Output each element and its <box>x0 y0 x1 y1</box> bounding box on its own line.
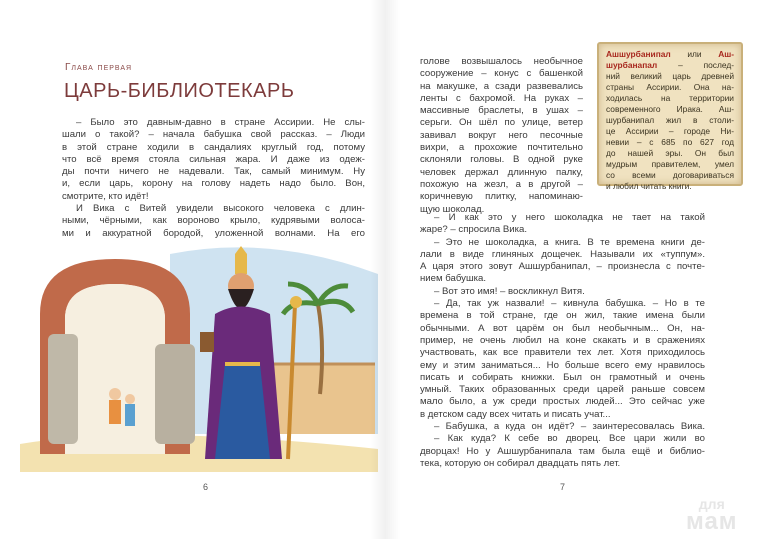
right-wide-text <box>420 212 705 470</box>
text-line: массивные браслеты, в ушах – <box>420 105 583 117</box>
chapter-title: ЦАРЬ-БИБЛИОТЕКАРЬ <box>64 80 295 102</box>
sidebar-line: современного Ирака. Аш- <box>606 104 734 114</box>
sidebar-text: или <box>687 49 702 59</box>
info-sidebar <box>597 42 743 191</box>
text-line: что всё время стояла сильная жара. И даже из одеж- <box>62 153 365 165</box>
text-line: – И как это у него шоколадка не тает на такой <box>434 212 705 223</box>
sidebar-line: со всеми договариваться <box>606 170 734 180</box>
watermark-text: для <box>698 496 725 512</box>
book-gutter <box>370 0 400 539</box>
text-line: мало было, а уж среди простых людей... Это сейчас уже <box>420 396 705 408</box>
text-line: лали в виде глиняных дощечек. Называли их «туппум». <box>420 248 705 260</box>
highlight-name: Ашшурбанипал <box>606 49 671 59</box>
watermark-text: мам <box>686 508 738 535</box>
text-line: ленты с бахромой. На руках – <box>420 92 583 104</box>
sidebar-line: мудрым правителем, умел <box>606 159 734 169</box>
highlight-name: Аш- <box>718 49 734 59</box>
text-line: пример, не очень любил на коне скакать и в сражениях <box>420 334 705 346</box>
sidebar-line: це Ассирии – городе Ни- <box>606 126 734 136</box>
text-line: человек держал длинную палку, <box>420 166 583 178</box>
text-line: и, если царь, корону на голову надеть надо было. Вон, <box>62 178 365 190</box>
text-line: ему и этим заниматься... Но больше всего ему нравилось <box>420 359 705 371</box>
text-line: голове возвышалось необычное <box>420 56 583 67</box>
text-line: – Было это давным-давно в стране Ассирии. Не слы- <box>76 117 365 128</box>
sidebar-line: ний великий царь древней <box>606 71 734 81</box>
sidebar-line: ходилась на территории <box>606 93 734 103</box>
text-line: ными, чёрными, как вороново крыло, кудрявыми волоса- <box>62 215 365 227</box>
text-line: сооружение – конус с башенкой <box>420 68 583 80</box>
text-line: в детском саду всех читать и писать учат... <box>420 408 611 420</box>
left-body-text <box>62 117 365 240</box>
text-line: – Да, так уж назвали! – кивнула бабушка. – Но в те <box>434 298 705 310</box>
text-line: завивал вокруг него песочные <box>420 129 583 141</box>
text-line: ды почти ничего не надевали. Так, самый минимум. Ну <box>62 166 365 178</box>
text-line: серьги. Он шёл по улице, ветер <box>420 117 583 129</box>
text-line: И Вика с Витей увидели высокого человека с длин- <box>76 203 365 215</box>
text-line: смотрите, кто идёт! <box>62 190 149 202</box>
text-line: – Это не шоколадка, а книга. В те времена книги де- <box>434 236 705 248</box>
text-line: А царя этого зовут Ашшурбанипал, – произнесла с почте- <box>420 261 705 273</box>
text-line: щую шоколад. <box>420 203 485 215</box>
text-line: – Бабушка, а куда он идёт? – заинтересовалась Вика. <box>434 421 705 433</box>
text-line: – Как куда? К себе во дворец. Все цари жили во <box>434 433 705 445</box>
sidebar-line: страны Ассирии. Она на- <box>606 82 734 92</box>
watermark-logo <box>686 496 738 535</box>
sidebar-line: до нашей эры. Он был <box>606 148 734 158</box>
text-line: похожую на жезл, а в другой – <box>420 178 583 190</box>
page-number: 7 <box>560 482 566 492</box>
text-line: тека, которую он собирал двадцать пять лет. <box>420 457 621 469</box>
text-line: обычными. А вот царём он был необычным... Он, на- <box>420 322 705 334</box>
sidebar-text: – послед- <box>678 60 734 70</box>
sidebar-line: и любил читать книги. <box>606 181 692 191</box>
text-line: дворцах! Но у Ашшурбанипала там была ещё и библио- <box>420 445 705 457</box>
sidebar-line: шурбанипал жил в столи- <box>606 115 734 125</box>
text-line: склоняли головы. В одной руке <box>420 154 583 166</box>
text-line: вихри, а прохожие почтительно <box>420 142 583 154</box>
page-number: 6 <box>203 482 209 492</box>
text-line: времена в той стране, где он жил, такие имена были <box>420 310 705 322</box>
text-line: умный. Таких образованных среди царей раньше совсем <box>420 384 705 396</box>
text-line: участвовать, как все правители тех лет. Хотя приходилось <box>420 347 705 359</box>
text-line: в этой стране ходили в сандалиях круглый год, потому <box>62 141 365 153</box>
text-line: писать и собирать книжки. Был он грамотный и очень <box>420 371 705 383</box>
right-narrow-text <box>420 56 583 216</box>
chapter-label: Глава первая <box>65 62 133 73</box>
sidebar-line: невии – с 685 по 627 год <box>606 137 734 147</box>
text-line: жаре? – спросила Вика. <box>420 224 528 236</box>
text-line: – Вот это имя! – воскликнул Витя. <box>434 285 585 297</box>
highlight-name: шурбанапал <box>606 60 658 70</box>
text-line: нием бабушка. <box>420 273 487 285</box>
king-illustration <box>20 244 378 472</box>
text-line: на макушке, а сзади развевались <box>420 80 583 92</box>
text-line: шали о такой? – начала бабушка свой рассказ. – Люди <box>62 129 365 141</box>
text-line: коричневую плитку, напоминаю- <box>420 191 583 203</box>
text-line: ми и аккуратной бородой, уложенной волнами. На его <box>62 227 365 239</box>
